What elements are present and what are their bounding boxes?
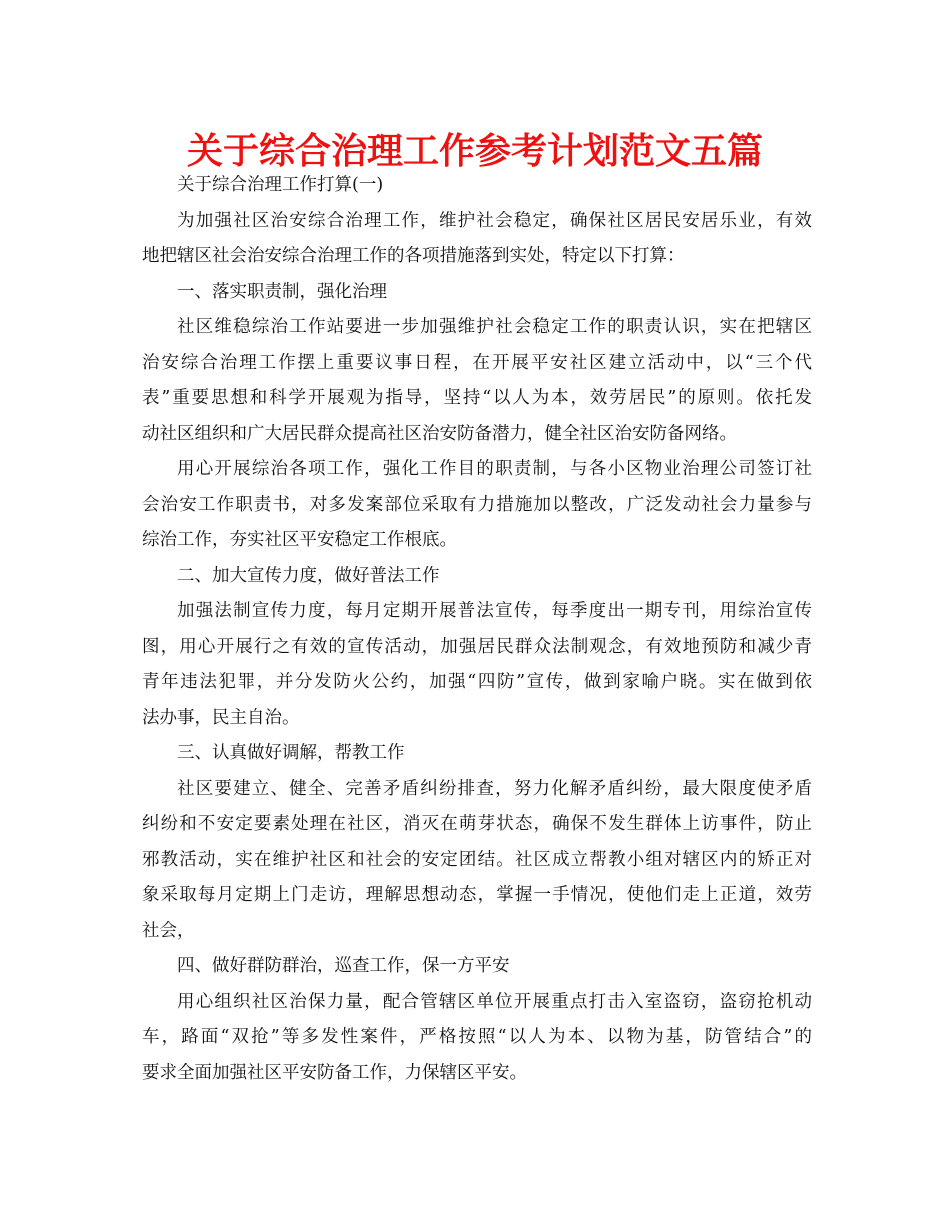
paragraph-line: 车，路面“双抢”等多发性案件，严格按照“以人为本、以物为基，防管结合”的 bbox=[142, 1027, 812, 1047]
paragraph-line: 社区维稳综治工作站要进一步加强维护社会稳定工作的职责认识，实在把辖区 bbox=[177, 317, 812, 337]
paragraph-line: 综治工作，夯实社区平安稳定工作根底。 bbox=[142, 530, 457, 550]
paragraph-line: 青年违法犯罪，并分发防火公约，加强“四防”宣传，做到家喻户晓。实在做到依 bbox=[142, 672, 812, 692]
paragraph-line: 地把辖区社会治安综合治理工作的各项措施落到实处，特定以下打算： bbox=[142, 246, 685, 266]
section4-paragraph-1 bbox=[142, 985, 812, 1092]
paragraph-line: 加强法制宣传力度，每月定期开展普法宣传，每季度出一期专刊，用综治宣传 bbox=[177, 601, 812, 621]
paragraph-line: 用心组织社区治保力量，配合管辖区单位开展重点打击入室盗窃，盗窃抢机动 bbox=[177, 991, 812, 1012]
paragraph-line: 用心开展综治各项工作，强化工作目的职责制，与各小区物业治理公司签订社 bbox=[177, 459, 812, 479]
paragraph-line: 要求全面加强社区平安防备工作，力保辖区平安。 bbox=[142, 1062, 527, 1083]
paragraph-line: 象采取每月定期上门走访，理解思想动态，掌握一手情况，使他们走上正道，效劳 bbox=[142, 885, 812, 905]
paragraph-line: 图，用心开展行之有效的宣传活动，加强居民群众法制观念，有效地预防和减少青 bbox=[142, 636, 812, 657]
section-heading-4: 四、做好群防群治，巡查工作，保一方平安 bbox=[177, 956, 510, 976]
section-heading-1: 一、落实职责制，强化治理 bbox=[177, 281, 387, 302]
section1-paragraph-1 bbox=[142, 310, 812, 452]
paragraph-line: 动社区组织和广大居民群众提高社区治安防备潜力，健全社区治安防备网络。 bbox=[142, 423, 737, 444]
paragraph-line: 会治安工作职责书，对多发案部位采取有力措施加以整改，广泛发动社会力量参与 bbox=[142, 494, 812, 515]
paragraph-line: 表”重要思想和科学开展观为指导，坚持“以人为本，效劳居民”的原则。依托发 bbox=[142, 388, 812, 408]
paragraph-line: 法办事，民主自治。 bbox=[142, 707, 300, 728]
paragraph-line: 为加强社区治安综合治理工作，维护社会稳定，确保社区居民安居乐业，有效 bbox=[177, 210, 812, 231]
section2-paragraph-1 bbox=[142, 594, 812, 736]
paragraph-line: 社会， bbox=[142, 920, 195, 941]
document-body bbox=[142, 168, 812, 1091]
paragraph-line: 邪教活动，实在维护社区和社会的安定团结。社区成立帮教小组对辖区内的矫正对 bbox=[142, 849, 812, 870]
document-subtitle: 关于综合治理工作打算(一) bbox=[177, 175, 384, 195]
section-heading-2: 二、加大宣传力度，做好普法工作 bbox=[177, 565, 440, 586]
section1-paragraph-2 bbox=[142, 452, 812, 559]
paragraph-line: 纠纷和不安定要素处理在社区，消灭在萌芽状态，确保不发生群体上访事件，防止 bbox=[142, 814, 812, 834]
section3-paragraph-1 bbox=[142, 772, 812, 950]
paragraph-line: 治安综合治理工作摆上重要议事日程，在开展平安社区建立活动中，以“三个代 bbox=[142, 352, 812, 373]
paragraph-line: 社区要建立、健全、完善矛盾纠纷排查，努力化解矛盾纠纷，最大限度使矛盾 bbox=[177, 778, 812, 799]
intro-paragraph bbox=[142, 204, 812, 275]
document-title: 关于综合治理工作参考计划范文五篇 bbox=[186, 131, 763, 172]
section-heading-3: 三、认真做好调解，帮教工作 bbox=[177, 743, 405, 763]
